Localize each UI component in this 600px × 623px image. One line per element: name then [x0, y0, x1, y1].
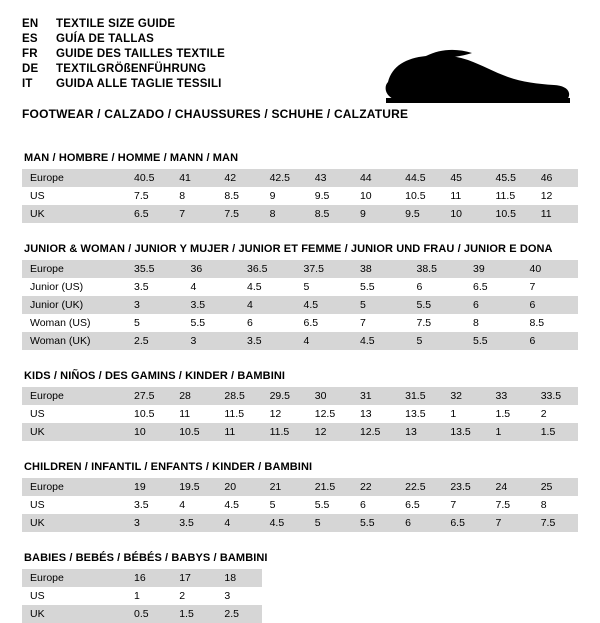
cell: 44 [352, 169, 397, 187]
cell: 10 [442, 205, 487, 223]
cell: 7 [442, 496, 487, 514]
size-table-babies [22, 569, 578, 623]
cell: 37.5 [296, 260, 353, 278]
cell: 4 [296, 332, 353, 350]
table-row [22, 587, 578, 605]
row-label: Junior (US) [22, 278, 126, 296]
cell-empty [442, 605, 487, 623]
cell: 4.5 [296, 296, 353, 314]
cell: 5 [262, 496, 307, 514]
block-title-babies: BABIES / BEBÉS / BÉBÉS / BABYS / BAMBINI [24, 552, 268, 564]
table-row [22, 423, 578, 441]
cell: 5.5 [352, 278, 409, 296]
cell: 25 [533, 478, 578, 496]
cell: 7 [171, 205, 216, 223]
cell: 1 [488, 423, 533, 441]
cell: 11 [171, 405, 216, 423]
cell: 4 [216, 514, 261, 532]
language-code: EN [22, 18, 39, 30]
language-title: GUIDE DES TAILLES TEXTILE [56, 48, 225, 60]
cell: 21.5 [307, 478, 352, 496]
cell: 5 [409, 332, 466, 350]
cell: 7 [522, 278, 579, 296]
cell: 9 [262, 187, 307, 205]
cell: 10 [126, 423, 171, 441]
cell: 6 [522, 296, 579, 314]
cell: 28.5 [216, 387, 261, 405]
cell: 19 [126, 478, 171, 496]
size-block-man [22, 152, 578, 223]
language-title: GUÍA DE TALLAS [56, 33, 154, 45]
cell: 28 [171, 387, 216, 405]
cell: 8.5 [216, 187, 261, 205]
cell: 2.5 [216, 605, 261, 623]
language-code: ES [22, 33, 38, 45]
cell-empty [307, 605, 352, 623]
cell: 24 [488, 478, 533, 496]
cell: 6.5 [126, 205, 171, 223]
table-row [22, 605, 578, 623]
cell: 6 [352, 496, 397, 514]
cell: 9.5 [307, 187, 352, 205]
cell: 29.5 [262, 387, 307, 405]
row-label: UK [22, 605, 126, 623]
cell: 7.5 [488, 496, 533, 514]
cell-empty [262, 605, 307, 623]
language-row [22, 48, 225, 63]
cell: 4 [239, 296, 296, 314]
size-table-junior-woman [22, 260, 578, 350]
cell: 12.5 [352, 423, 397, 441]
row-label: Junior (UK) [22, 296, 126, 314]
cell: 11.5 [488, 187, 533, 205]
cell: 12 [307, 423, 352, 441]
cell: 1 [442, 405, 487, 423]
cell: 40 [522, 260, 579, 278]
cell-empty [488, 569, 533, 587]
cell: 8 [465, 314, 522, 332]
cell: 7.5 [533, 514, 578, 532]
cell: 9 [352, 205, 397, 223]
cell: 8.5 [522, 314, 579, 332]
cell: 13.5 [442, 423, 487, 441]
cell: 33 [488, 387, 533, 405]
cell: 36 [183, 260, 240, 278]
category-heading: FOOTWEAR / CALZADO / CHAUSSURES / SCHUHE / CALZATURE [22, 107, 409, 121]
cell: 7.5 [216, 205, 261, 223]
cell: 7 [352, 314, 409, 332]
cell: 21 [262, 478, 307, 496]
table-row [22, 278, 578, 296]
cell: 13 [397, 423, 442, 441]
cell-empty [352, 587, 397, 605]
cell-empty [397, 587, 442, 605]
cell: 4.5 [262, 514, 307, 532]
cell-empty [442, 587, 487, 605]
cell: 5.5 [183, 314, 240, 332]
cell: 3 [126, 296, 183, 314]
cell: 10.5 [397, 187, 442, 205]
table-row [22, 478, 578, 496]
cell-empty [533, 587, 578, 605]
cell: 45 [442, 169, 487, 187]
cell-empty [533, 569, 578, 587]
cell-empty [533, 605, 578, 623]
language-title-list-body [22, 18, 225, 93]
row-label: US [22, 496, 126, 514]
table-row [22, 387, 578, 405]
cell: 42.5 [262, 169, 307, 187]
cell: 13.5 [397, 405, 442, 423]
cell: 12 [262, 405, 307, 423]
cell-empty [262, 569, 307, 587]
cell: 8 [262, 205, 307, 223]
cell: 18 [216, 569, 261, 587]
cell: 11.5 [216, 405, 261, 423]
cell: 4.5 [216, 496, 261, 514]
size-block-junior-woman [22, 243, 578, 350]
cell: 33.5 [533, 387, 578, 405]
row-label: US [22, 587, 126, 605]
cell: 8 [171, 187, 216, 205]
cell: 41 [171, 169, 216, 187]
cell: 6 [397, 514, 442, 532]
table-row [22, 187, 578, 205]
cell: 5 [352, 296, 409, 314]
cell: 5.5 [409, 296, 466, 314]
table-row [22, 332, 578, 350]
cell: 20 [216, 478, 261, 496]
row-label: UK [22, 423, 126, 441]
cell: 7.5 [409, 314, 466, 332]
cell: 4 [171, 496, 216, 514]
cell: 6.5 [442, 514, 487, 532]
cell: 36.5 [239, 260, 296, 278]
cell: 3 [126, 514, 171, 532]
row-label: UK [22, 514, 126, 532]
cell: 38.5 [409, 260, 466, 278]
cell: 2 [533, 405, 578, 423]
cell: 4.5 [352, 332, 409, 350]
cell: 1.5 [171, 605, 216, 623]
cell: 11 [216, 423, 261, 441]
cell: 42 [216, 169, 261, 187]
language-code: FR [22, 48, 38, 60]
cell: 40.5 [126, 169, 171, 187]
cell: 1.5 [488, 405, 533, 423]
cell-empty [352, 569, 397, 587]
cell: 12 [533, 187, 578, 205]
cell: 10.5 [171, 423, 216, 441]
block-title-kids: KIDS / NIÑOS / DES GAMINS / KINDER / BAMBINI [24, 370, 286, 382]
size-table-children [22, 478, 578, 532]
cell: 45.5 [488, 169, 533, 187]
cell: 3.5 [126, 496, 171, 514]
cell: 5 [296, 278, 353, 296]
size-block-children [22, 461, 578, 532]
cell: 5.5 [465, 332, 522, 350]
cell: 6.5 [296, 314, 353, 332]
cell: 44.5 [397, 169, 442, 187]
cell: 1.5 [533, 423, 578, 441]
language-title: TEXTILGRÖßENFÜHRUNG [56, 63, 207, 75]
cell-empty [397, 569, 442, 587]
cell: 22 [352, 478, 397, 496]
cell: 17 [171, 569, 216, 587]
table-row [22, 314, 578, 332]
table-row [22, 405, 578, 423]
cell: 8 [533, 496, 578, 514]
cell: 5 [307, 514, 352, 532]
language-code: DE [22, 63, 39, 75]
row-label: Europe [22, 478, 126, 496]
size-block-kids [22, 370, 578, 441]
cell: 11 [533, 205, 578, 223]
cell: 3 [183, 332, 240, 350]
cell-empty [307, 569, 352, 587]
cell: 19.5 [171, 478, 216, 496]
cell: 10.5 [488, 205, 533, 223]
document-header [22, 18, 578, 121]
cell-empty [442, 569, 487, 587]
cell: 6 [522, 332, 579, 350]
language-row [22, 33, 225, 48]
row-label: UK [22, 205, 126, 223]
cell-empty [397, 605, 442, 623]
cell: 3.5 [171, 514, 216, 532]
language-code: IT [22, 78, 33, 90]
cell: 30 [307, 387, 352, 405]
cell: 4.5 [239, 278, 296, 296]
cell-empty [488, 587, 533, 605]
row-label: Europe [22, 260, 126, 278]
cell: 43 [307, 169, 352, 187]
cell: 16 [126, 569, 171, 587]
cell: 6.5 [465, 278, 522, 296]
cell: 6 [409, 278, 466, 296]
row-label: US [22, 405, 126, 423]
language-row [22, 78, 225, 93]
cell: 6 [465, 296, 522, 314]
cell: 3.5 [183, 296, 240, 314]
row-label: Woman (US) [22, 314, 126, 332]
cell: 35.5 [126, 260, 183, 278]
row-label: Europe [22, 387, 126, 405]
cell: 11 [442, 187, 487, 205]
cell: 3.5 [239, 332, 296, 350]
cell: 1 [126, 587, 171, 605]
language-title-list [22, 18, 225, 93]
cell: 7.5 [126, 187, 171, 205]
cell: 22.5 [397, 478, 442, 496]
block-title-junior-woman: JUNIOR & WOMAN / JUNIOR Y MUJER / JUNIOR ET FEMME / JUNIOR UND FRAU / JUNIOR E DONA [24, 243, 553, 255]
cell: 10.5 [126, 405, 171, 423]
cell: 6 [239, 314, 296, 332]
cell: 8.5 [307, 205, 352, 223]
table-row [22, 496, 578, 514]
table-row [22, 514, 578, 532]
cell: 4 [183, 278, 240, 296]
cell: 13 [352, 405, 397, 423]
cell: 39 [465, 260, 522, 278]
language-row [22, 18, 225, 33]
cell: 0.5 [126, 605, 171, 623]
cell: 10 [352, 187, 397, 205]
row-label: Europe [22, 169, 126, 187]
cell: 31 [352, 387, 397, 405]
cell: 38 [352, 260, 409, 278]
row-label: US [22, 187, 126, 205]
table-row [22, 169, 578, 187]
table-row [22, 296, 578, 314]
cell: 2 [171, 587, 216, 605]
cell: 11.5 [262, 423, 307, 441]
cell: 32 [442, 387, 487, 405]
cell-empty [307, 587, 352, 605]
cell: 9.5 [397, 205, 442, 223]
table-row [22, 260, 578, 278]
table-row [22, 569, 578, 587]
size-block-babies [22, 552, 578, 623]
cell: 23.5 [442, 478, 487, 496]
cell: 5.5 [352, 514, 397, 532]
block-title-man: MAN / HOMBRE / HOMME / MANN / MAN [24, 152, 239, 164]
cell: 2.5 [126, 332, 183, 350]
cell: 46 [533, 169, 578, 187]
language-row [22, 63, 225, 78]
cell: 7 [488, 514, 533, 532]
size-table-kids [22, 387, 578, 441]
language-title: GUIDA ALLE TAGLIE TESSILI [56, 78, 222, 90]
dress-shoe-icon [382, 36, 572, 114]
cell: 27.5 [126, 387, 171, 405]
cell: 6.5 [397, 496, 442, 514]
cell: 3 [216, 587, 261, 605]
cell: 12.5 [307, 405, 352, 423]
size-table-man [22, 169, 578, 223]
language-title: TEXTILE SIZE GUIDE [56, 18, 176, 30]
cell-empty [352, 605, 397, 623]
cell: 31.5 [397, 387, 442, 405]
cell-empty [488, 605, 533, 623]
row-label: Europe [22, 569, 126, 587]
row-label: Woman (UK) [22, 332, 126, 350]
cell: 5.5 [307, 496, 352, 514]
cell-empty [262, 587, 307, 605]
table-row [22, 205, 578, 223]
cell: 3.5 [126, 278, 183, 296]
cell: 5 [126, 314, 183, 332]
block-title-children: CHILDREN / INFANTIL / ENFANTS / KINDER / BAMBINI [24, 461, 313, 473]
